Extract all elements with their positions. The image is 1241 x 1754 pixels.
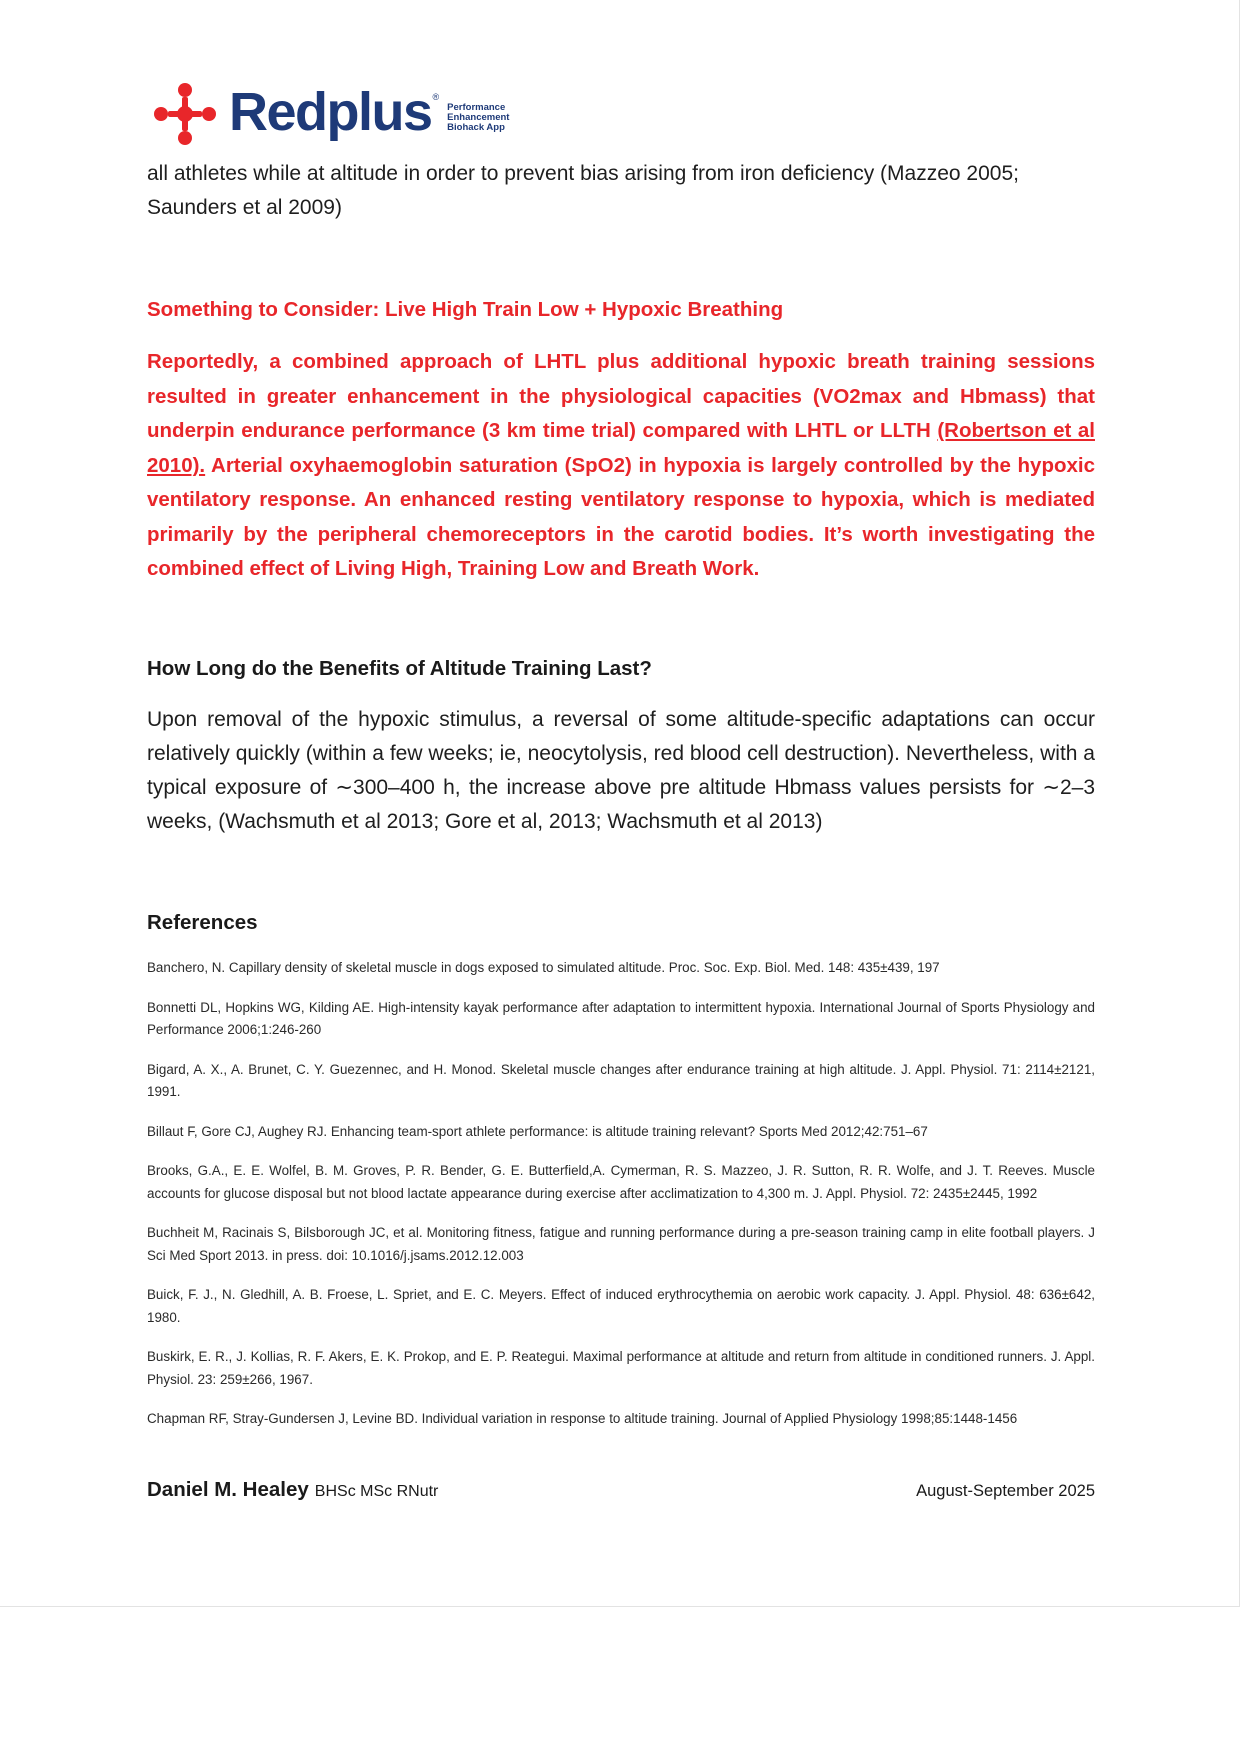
redplus-logo-icon	[153, 82, 217, 146]
consider-heading: Something to Consider: Live High Train Low + Hypoxic Breathing	[147, 298, 784, 321]
reference-item: Brooks, G.A., E. E. Wolfel, B. M. Groves, P. R. Bender, G. E. Butterfield,A. Cymerman, R. S. Mazzeo, J. R. Sutton, R. R. Wolfe, and J. T. Reeves. Muscle accounts for glucose disposal but not blood lactate appearance during exercise after acclimatization to 4,300 m. J. Appl. Physiol. 72: 2435±2445, 1992	[147, 1163, 1095, 1201]
consider-text-1: Reportedly, a combined approach of LHTL plus additional hypoxic breath training sessions resulted in greater enhancement in the physiological capacities (VO2max and Hbmass) that underpin endurance performance (3 km time trial) compared with LHTL or LLTH	[147, 350, 1095, 442]
brand-name: Redplus	[229, 82, 432, 142]
redplus-logo	[153, 82, 509, 146]
author-block	[147, 1478, 438, 1502]
reference-item: Banchero, N. Capillary density of skeletal muscle in dogs exposed to simulated altitude. Proc. Soc. Exp. Biol. Med. 148: 435±439, 197	[147, 960, 940, 975]
publication-date: August-September 2025	[916, 1482, 1095, 1500]
consider-text-2: Arterial oxyhaemoglobin saturation (SpO2) in hypoxia is largely controlled by the hypoxic ventilatory response. An enhanced resting ventilatory response to hypoxia, which is mediated primarily by the peripheral chemoreceptors in the carotid bodies. It’s worth investigating the combined effect of Living High, Training Low and Breath Work.	[147, 453, 1095, 580]
benefits-heading: How Long do the Benefits of Altitude Training Last?	[147, 657, 652, 680]
intro-paragraph: all athletes while at altitude in order to prevent bias arising from iron deficiency (Mazzeo 2005; Saunders et al 2009)	[147, 162, 1019, 219]
tagline-line: Performance	[447, 102, 506, 113]
reference-item: Bigard, A. X., A. Brunet, C. Y. Guezennec, and H. Monod. Skeletal muscle changes after endurance training at high altitude. J. Appl. Physiol. 71: 2114±2121, 1991.	[147, 1061, 1095, 1099]
robertson-citation-link[interactable]: (Robertson et al 2010).	[147, 419, 1095, 477]
benefits-body	[147, 703, 1095, 839]
reference-item: Bonnetti DL, Hopkins WG, Kilding AE. High-intensity kayak performance after adaptation to intermittent hypoxia. International Journal of Sports Physiology and Performance 2006;1:246-260	[147, 999, 1095, 1037]
author-credentials: BHSc MSc RNutr	[314, 1483, 439, 1500]
consider-body	[147, 345, 1095, 587]
reference-item: Buskirk, E. R., J. Kollias, R. F. Akers, E. K. Prokop, and E. P. Reategui. Maximal performance at altitude and return from altitude in conditioned runners. J. Appl. Physiol. 23: 259±266, 1967.	[147, 1349, 1095, 1387]
intro-section	[147, 157, 1095, 225]
reference-item: Buchheit M, Racinais S, Bilsborough JC, et al. Monitoring fitness, fatigue and running performance during a pre-season training camp in elite football players. J Sci Med Sport 2013. in press. doi: 10.1016/j.jsams.2012.12.003	[147, 1225, 1095, 1263]
brand-tagline	[447, 95, 509, 133]
reference-item: Buick, F. J., N. Gledhill, A. B. Froese, L. Spriet, and E. C. Meyers. Effect of induced erythrocythemia on aerobic work capacity. J. Appl. Physiol. 48: 636±642, 1980.	[147, 1287, 1095, 1325]
tagline-line: Enhancement	[447, 112, 510, 123]
page-footer	[147, 1478, 1095, 1502]
tagline-line: Biohack App	[447, 122, 505, 133]
benefits-section	[147, 655, 1095, 683]
benefits-paragraph: Upon removal of the hypoxic stimulus, a reversal of some altitude-specific adaptations can occur relatively quickly (within a few weeks; ie, neocytolysis, red blood cell destruction). Nevertheless, with a typical exposure of ∼300–400 h, the increase above pre altitude Hbmass values persists for ∼2–3 weeks, (Wachsmuth et al 2013; Gore et al, 2013; Wachsmuth et al 2013)	[147, 708, 1095, 833]
references-heading: References	[147, 911, 258, 934]
references-list	[147, 957, 1095, 1448]
consider-section	[147, 296, 1095, 324]
author-name: Daniel M. Healey	[147, 1478, 309, 1501]
references-section	[147, 909, 1095, 937]
registered-mark: ®	[432, 92, 440, 102]
consider-paragraph	[147, 345, 1095, 587]
reference-item: Billaut F, Gore CJ, Aughey RJ. Enhancing team-sport athlete performance: is altitude training relevant? Sports Med 2012;42:751–67	[147, 1123, 928, 1139]
reference-item: Chapman RF, Stray-Gundersen J, Levine BD. Individual variation in response to altitude training. Journal of Applied Physiology 1998;85:1448-1456	[147, 1411, 1018, 1426]
